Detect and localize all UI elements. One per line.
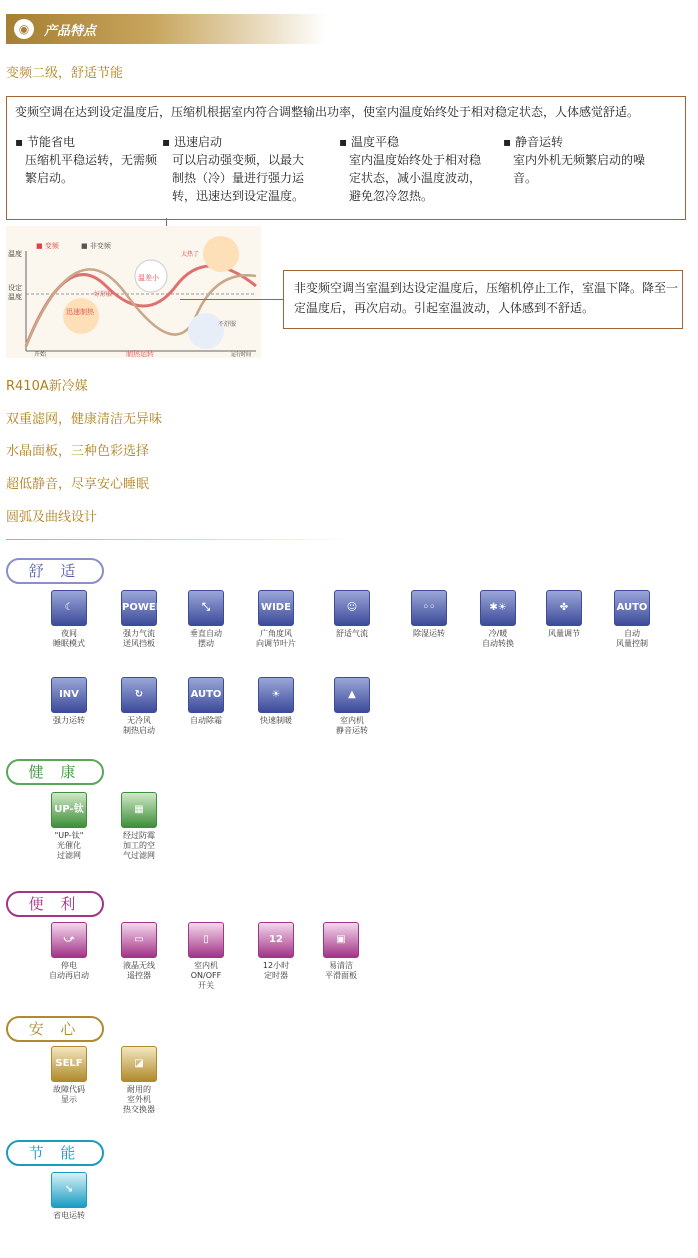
feature-icon-label: 广角度风 向调节叶片 — [256, 629, 296, 648]
person-illustration — [63, 298, 99, 334]
callout-pointer-note — [180, 299, 283, 300]
feature-icon-label: 液晶无线 遥控器 — [123, 961, 155, 980]
comfort-feature-icon — [34, 590, 104, 649]
safety-feature-icon — [34, 1046, 104, 1105]
feature-symbol-icon: ◦◦ — [411, 590, 447, 626]
category-health: 健 康 — [6, 759, 104, 785]
feature-icon-label: 省电运转 — [53, 1211, 85, 1220]
feature-filter: 双重滤网，健康清洁无异味 — [6, 412, 163, 427]
inverter-description-box — [6, 96, 686, 220]
feature-symbol-icon: ▯ — [188, 922, 224, 958]
feature-symbol-icon: INV — [51, 677, 87, 713]
category-energy: 节 能 — [6, 1140, 104, 1166]
bullet-text: 压缩机平稳运转，无需频繁启动。 — [25, 153, 158, 185]
feature-icon-label: 垂直自动 摆动 — [190, 629, 222, 648]
label-too-hot: 太热了 — [181, 251, 200, 258]
feature-symbol-icon: ↻ — [121, 677, 157, 713]
divider — [6, 539, 356, 540]
feature-icon-label: 室内机 ON/OFF 开关 — [190, 961, 222, 990]
person-hot-illustration — [203, 236, 239, 272]
comfort-feature-icon — [529, 590, 599, 639]
feature-symbol-icon: ✱☀ — [480, 590, 516, 626]
label-uncomfortable: 不舒服 — [218, 321, 237, 328]
feature-icon-label: 耐用的 室外机 热交换器 — [123, 1085, 155, 1114]
comfort-feature-icon — [171, 677, 241, 726]
feature-symbol-icon: ✤ — [546, 590, 582, 626]
bullet-text: 室内温度始终处于相对稳定状态，减小温度波动，避免忽冷忽热。 — [349, 153, 482, 203]
legend-non-inverter: ■ 非变频 — [81, 242, 111, 250]
feature-symbol-icon: ☾ — [51, 590, 87, 626]
label-small-diff: 温差小 — [138, 274, 159, 282]
feature-design: 圆弧及曲线设计 — [6, 510, 98, 525]
comfort-feature-icon — [171, 590, 241, 649]
feature-symbol-icon: ☀ — [258, 677, 294, 713]
feature-symbol-icon: AUTO — [614, 590, 650, 626]
axis-label-temp: 温度 — [8, 250, 22, 258]
axis-label-temp2: 温度 — [8, 293, 22, 301]
feature-symbol-icon: ▦ — [121, 792, 157, 828]
feature-inverter: 变频二级，舒适节能 — [6, 66, 124, 81]
feature-icon-label: 强力气流 送风挡板 — [123, 629, 155, 648]
feature-icon-label: 故障代码 显示 — [53, 1085, 85, 1104]
comfort-feature-icon — [597, 590, 667, 649]
feature-icon-label: 强力运转 — [53, 716, 85, 725]
bullet-stable-temp — [339, 133, 489, 205]
comfort-feature-icon — [241, 677, 311, 726]
feature-icon-label: 室内机 静音运转 — [336, 716, 368, 735]
category-comfort: 舒 适 — [6, 558, 104, 584]
temperature-graph — [6, 226, 261, 358]
feature-symbol-icon: ▲ — [334, 677, 370, 713]
feature-icon-label: 快速制暖 — [260, 716, 292, 725]
feature-symbol-icon: WIDE — [258, 590, 294, 626]
feature-icon-label: 经过防霉 加工的空 气过滤网 — [123, 831, 155, 860]
feature-icon-label: 易清洁 平滑面板 — [325, 961, 357, 980]
convenience-feature-icon — [241, 922, 311, 981]
inverter-intro: 变频空调在达到设定温度后，压缩机根据室内符合调整输出功率，使室内温度始终处于相对稳定状态，人体感觉舒适。 — [15, 105, 640, 119]
bullet-energy-saving — [15, 133, 165, 187]
comfort-feature-icon — [317, 677, 387, 736]
feature-symbol-icon: AUTO — [188, 677, 224, 713]
bullet-quiet — [503, 133, 653, 187]
note-text: 非变频空调当室温到达设定温度后，压缩机停止工作，室温下降。降至一定温度后，再次启动。引起室温波动，人体感到不舒适。 — [294, 281, 679, 315]
feature-icon-label: 舒适气流 — [336, 629, 368, 638]
feature-symbol-icon: ☺ — [334, 590, 370, 626]
feature-icon-label: 12小时 定时器 — [262, 961, 290, 980]
label-heating: 制热运转 — [126, 350, 154, 358]
feature-panel: 水晶面板，三种色彩选择 — [6, 444, 150, 459]
feature-icon-label: "UP-钛" 光催化 过滤网 — [54, 831, 84, 860]
feature-symbol-icon: ▣ — [323, 922, 359, 958]
feature-icon-label: 无冷风 制热启动 — [123, 716, 155, 735]
safety-feature-icon — [104, 1046, 174, 1115]
comfort-feature-icon — [34, 677, 104, 726]
comfort-feature-icon — [104, 590, 174, 649]
bullet-title: ▪ 迅速启动 — [162, 135, 222, 149]
feature-symbol-icon: SELF — [51, 1046, 87, 1082]
comfort-feature-icon — [104, 677, 174, 736]
feature-icon-label: 风量调节 — [548, 629, 580, 638]
bullet-text: 室内外机无频繁启动的噪音。 — [513, 153, 646, 185]
health-feature-icon — [104, 792, 174, 861]
convenience-feature-icon — [171, 922, 241, 991]
feature-symbol-icon: ◪ — [121, 1046, 157, 1082]
feature-icon-label: 除湿运转 — [413, 629, 445, 638]
feature-icon-label: 冷/暖 自动转换 — [482, 629, 514, 648]
bullet-title: ▪ 静音运转 — [503, 135, 563, 149]
label-start: 开始 — [34, 351, 47, 358]
convenience-feature-icon — [306, 922, 376, 981]
health-feature-icon — [34, 792, 104, 861]
label-run-time: 运行时间 — [231, 352, 252, 358]
feature-symbol-icon: ↘ — [51, 1172, 87, 1208]
comfort-feature-icon — [463, 590, 533, 649]
feature-symbol-icon: 12 — [258, 922, 294, 958]
legend-inverter: ■ 变频 — [36, 242, 59, 250]
bullet-quick-start — [162, 133, 312, 205]
convenience-feature-icon — [34, 922, 104, 981]
section-title: 产品特点 — [44, 24, 97, 39]
feature-icon-label: 自动除霜 — [190, 716, 222, 725]
bullet-title: ▪ 节能省电 — [15, 135, 75, 149]
bullet-title: ▪ 温度平稳 — [339, 135, 399, 149]
feature-symbol-icon: ⤻ — [51, 922, 87, 958]
category-convenience: 便 利 — [6, 891, 104, 917]
bullet-text: 可以启动强变频，以最大制热（冷）量进行强力运转，迅速达到设定温度。 — [172, 153, 305, 203]
person-cold-illustration — [188, 313, 224, 349]
feature-symbol-icon: ⤡ — [188, 590, 224, 626]
non-inverter-note — [283, 270, 683, 329]
feature-symbol-icon: POWER — [121, 590, 157, 626]
label-comfortable: 好舒服 — [94, 291, 113, 298]
feature-icon-label: 停电 自动再启动 — [49, 961, 89, 980]
comfort-feature-icon — [241, 590, 311, 649]
energy-feature-icon — [34, 1172, 104, 1221]
comfort-feature-icon — [394, 590, 464, 639]
feature-icon-label: 夜间 睡眠模式 — [53, 629, 85, 648]
label-quick-heat: 迅速制热 — [66, 308, 94, 316]
feature-symbol-icon: ▭ — [121, 922, 157, 958]
feature-refrigerant: R410A新冷媒 — [6, 379, 88, 394]
feature-icon-label: 自动 风量控制 — [616, 629, 648, 648]
axis-label-set: 设定 — [8, 284, 22, 292]
comfort-feature-icon — [317, 590, 387, 639]
feature-quiet: 超低静音，尽享安心睡眠 — [6, 477, 150, 492]
feature-symbol-icon: UP-钛 — [51, 792, 87, 828]
category-safety: 安 心 — [6, 1016, 104, 1042]
product-icon: ◉ — [14, 19, 34, 39]
convenience-feature-icon — [104, 922, 174, 981]
section-header — [6, 14, 326, 44]
